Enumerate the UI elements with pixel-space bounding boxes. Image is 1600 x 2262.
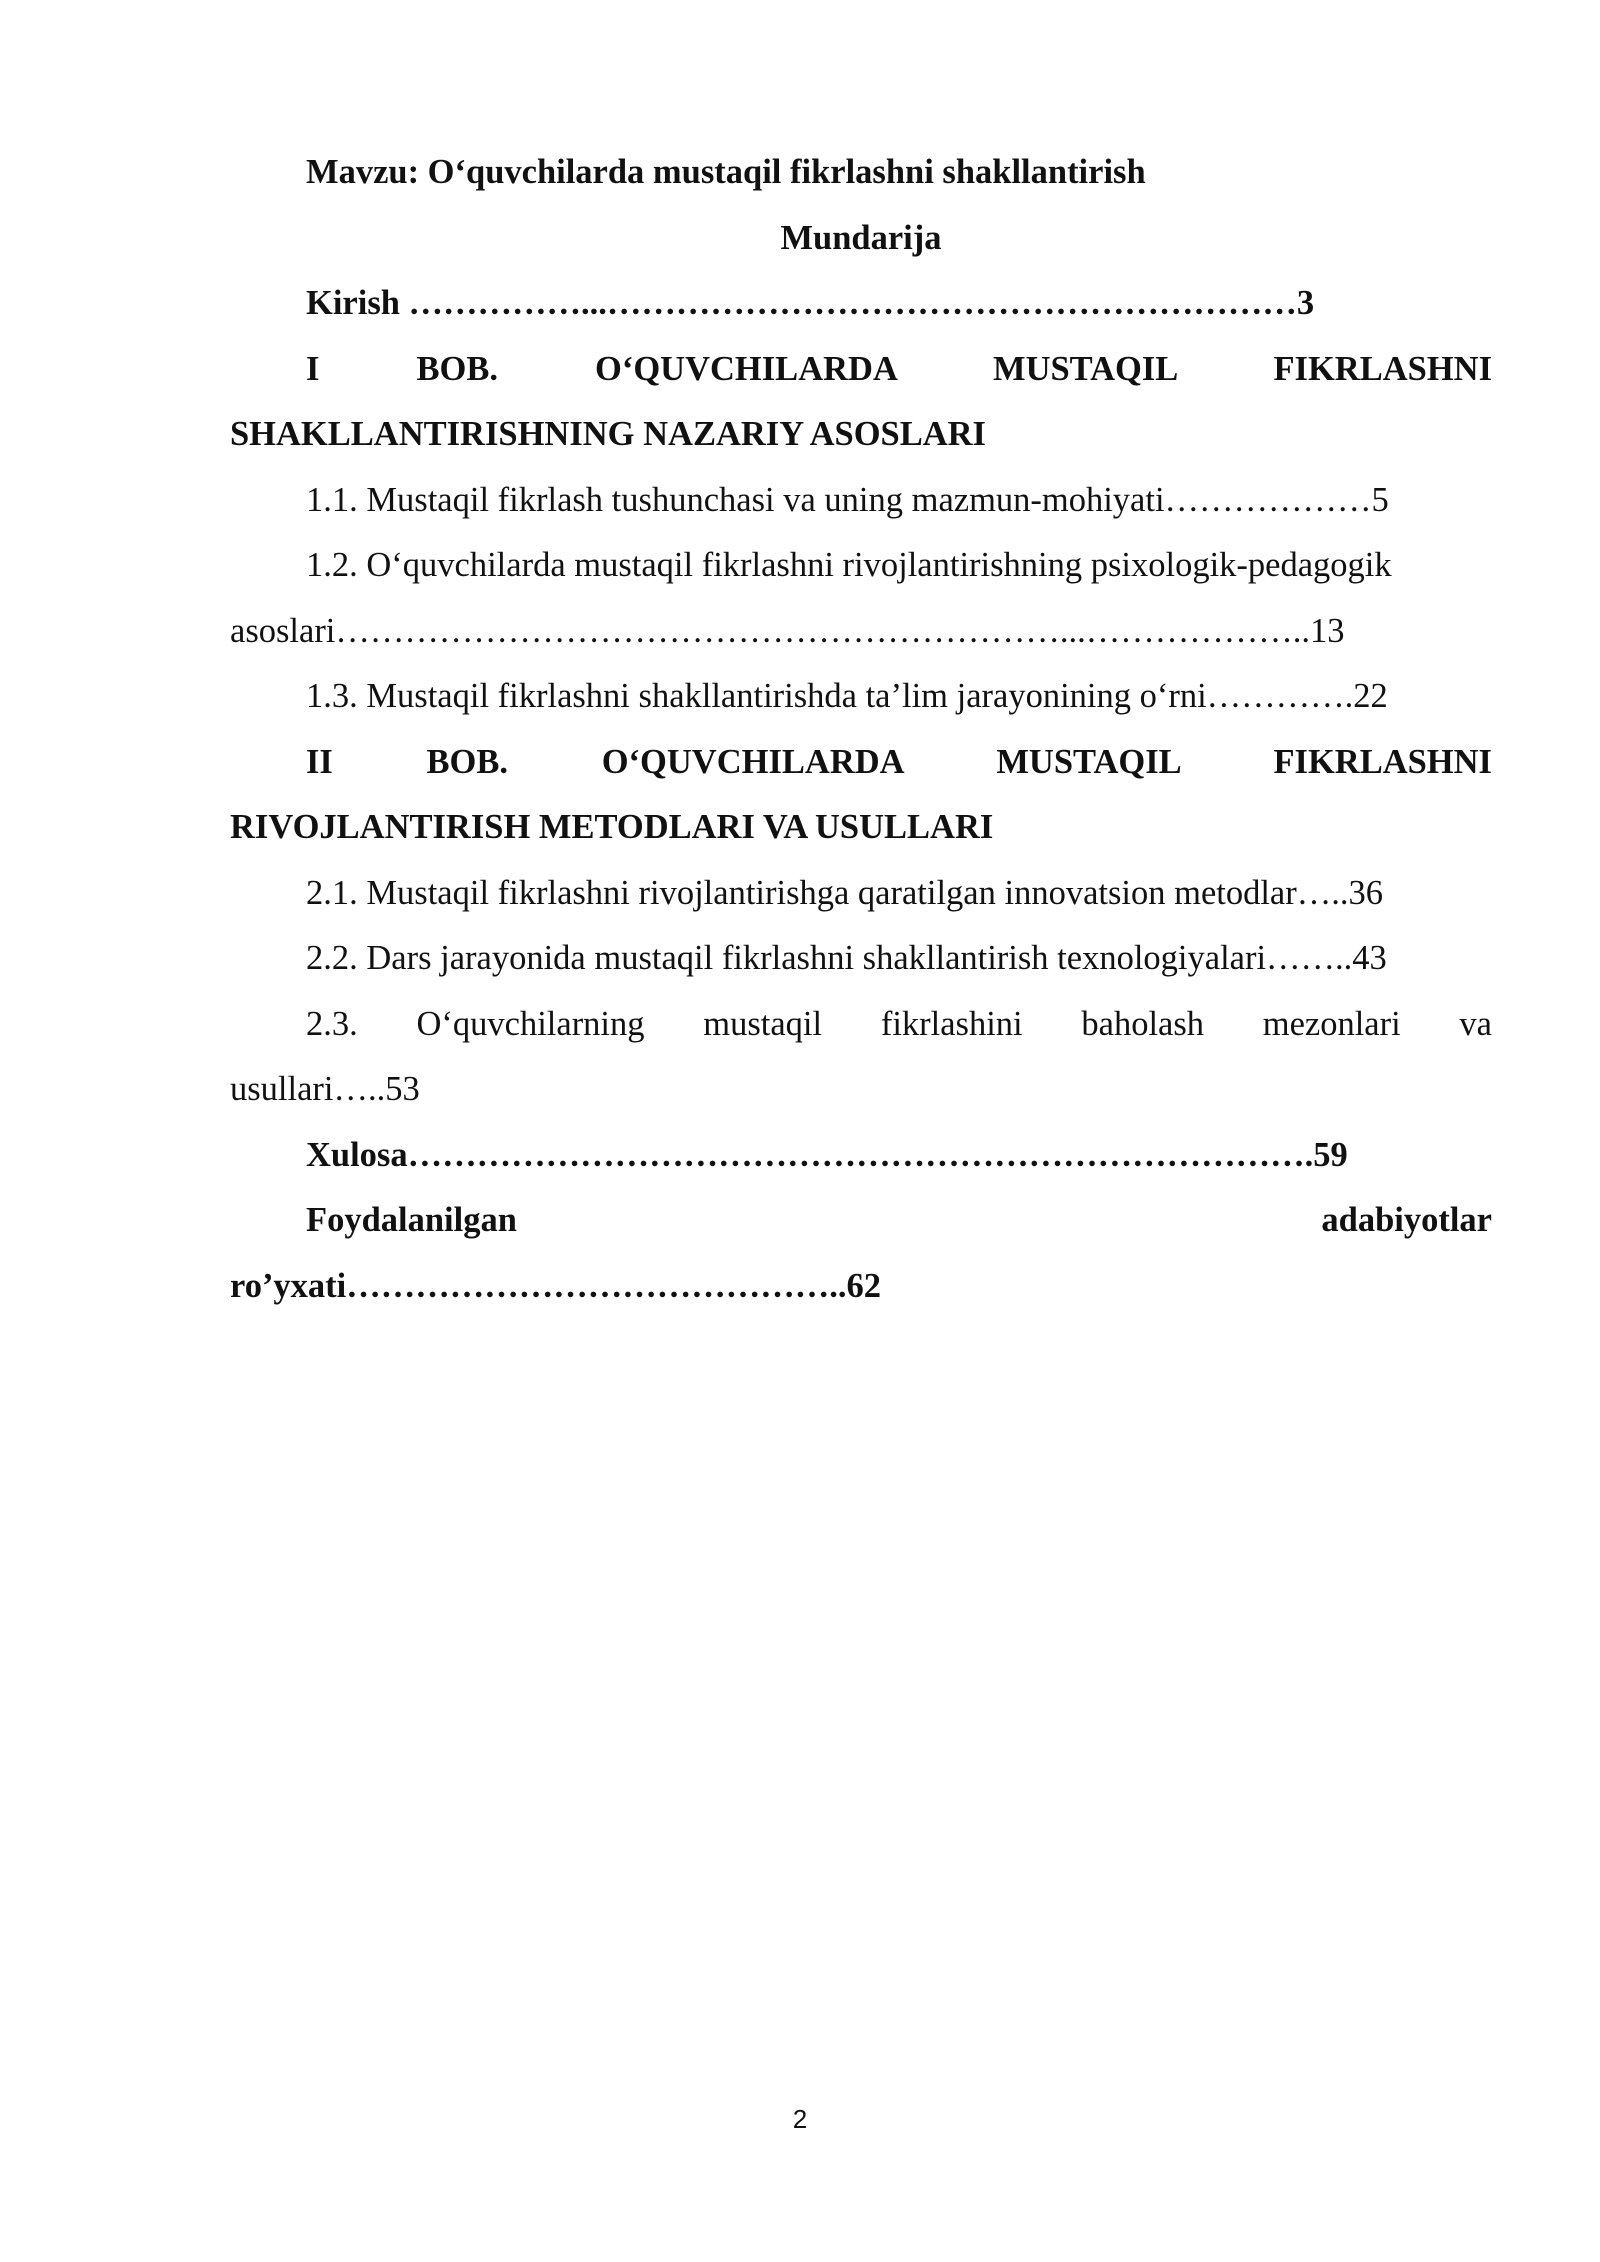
toc-references-cont: ro’yxati……………………………………..62 xyxy=(230,1266,882,1305)
topic-title: Mavzu: O‘quvchilarda mustaqil fikrlashni shakllantirish xyxy=(306,153,1146,191)
toc-references: Foydalanilgan adabiyotlar xyxy=(306,1201,1492,1239)
toc-section-1-1: 1.1. Mustaqil fikrlash tushunchasi va uning mazmun-mohiyati………………5 xyxy=(306,480,1389,519)
toc-chapter2-title: II BOB. O‘QUVCHILARDA MUSTAQIL FIKRLASHNI xyxy=(306,742,1492,781)
toc-section-2-3-cont: usullari…..53 xyxy=(230,1070,420,1108)
toc-section-1-2: 1.2. O‘quvchilarda mustaqil fikrlashni rivojlantirishning psixologik-pedagogik xyxy=(306,546,1392,584)
toc-title: Mundarija xyxy=(780,218,942,257)
page-number: 2 xyxy=(792,2104,808,2134)
toc-conclusion: Xulosa…………………………………………………………………….59 xyxy=(306,1135,1348,1174)
toc-chapter2-title-cont: RIVOJLANTIRISH METODLARI VA USULLARI xyxy=(230,808,994,846)
toc-intro: Kirish ……………...……………………………………………………3 xyxy=(306,284,1315,322)
toc-section-1-3: 1.3. Mustaqil fikrlashni shakllantirishda ta’lim jarayonining o‘rni………….22 xyxy=(306,677,1388,715)
toc-chapter1-title-cont: SHAKLLANTIRISHNING NAZARIY ASOSLARI xyxy=(230,415,986,453)
toc-section-2-2: 2.2. Dars jarayonida mustaqil fikrlashni shakllantirish texnologiyalari……..43 xyxy=(306,939,1387,977)
toc-chapter1-title: I BOB. O‘QUVCHILARDA MUSTAQIL FIKRLASHNI xyxy=(306,349,1492,388)
document-page xyxy=(230,140,1492,1319)
toc-section-2-1: 2.1. Mustaqil fikrlashni rivojlantirishga qaratilgan innovatsion metodlar…..36 xyxy=(306,873,1383,912)
toc-section-1-2-cont: asoslari………………………………………………………...………………..13 xyxy=(230,611,1345,650)
toc-section-2-3: 2.3. O‘quvchilarning mustaqil fikrlashini baholash mezonlari va xyxy=(306,1004,1492,1043)
